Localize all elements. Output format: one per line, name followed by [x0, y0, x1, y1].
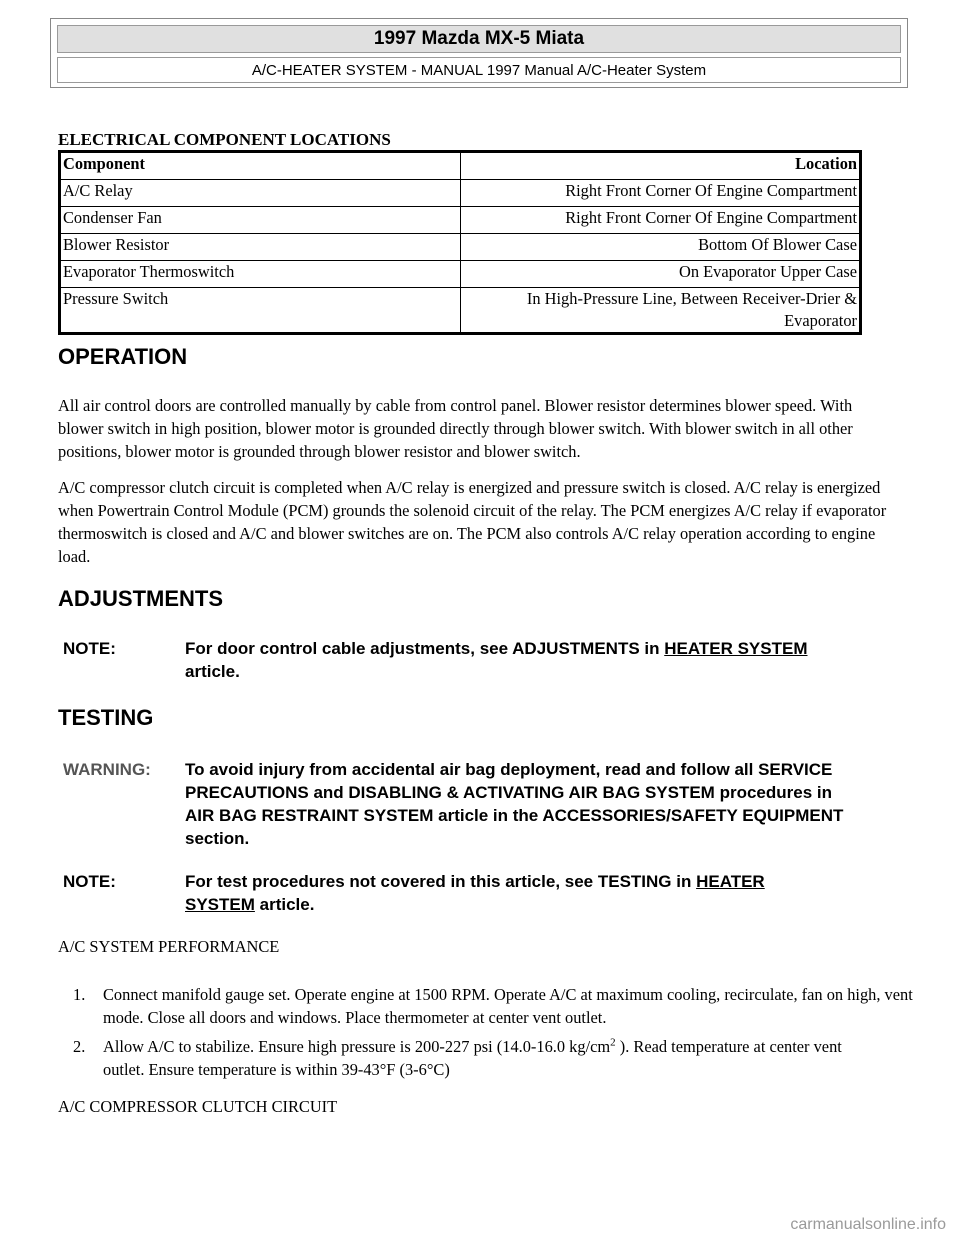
table-row: [60, 234, 861, 261]
step-text: Connect manifold gauge set. Operate engine at 1500 RPM. Operate A/C at maximum cooling, recirculate, fan on high, vent mode. Close all doors and windows. Place thermometer at center vent outlet.: [103, 985, 913, 1027]
section-title-adjustments: ADJUSTMENTS: [58, 586, 224, 611]
testing-warning: [63, 758, 865, 850]
location-line-1: In High-Pressure Line, Between Receiver-Drier &: [526, 289, 857, 308]
table-cell-location: Right Front Corner Of Engine Compartment: [461, 207, 861, 234]
step-number: 2.: [73, 1037, 86, 1056]
step-text-a: Allow A/C to stabilize. Ensure high pressure is 200-227 psi (14.0-16.0 kg/cm: [103, 1037, 611, 1056]
note-text: [185, 870, 865, 916]
warning-label: WARNING:: [63, 760, 151, 779]
table-cell-location: Right Front Corner Of Engine Compartment: [461, 180, 861, 207]
note-label: NOTE:: [63, 872, 116, 891]
header-title: 1997 Mazda MX-5 Miata: [57, 25, 901, 53]
table-header-row: [60, 152, 861, 180]
section-title-testing: TESTING: [58, 705, 154, 730]
step-text-b: ). Read temperature at center vent outlet. Ensure temperature is within 39-43°F (3-6°C): [103, 1037, 842, 1079]
note-text-post: article.: [254, 895, 315, 914]
section-title-locations: ELECTRICAL COMPONENT LOCATIONS: [58, 130, 391, 149]
column-header-component: Component: [60, 152, 461, 180]
operation-paragraph-2: A/C compressor clutch circuit is completed when A/C relay is energized and pressure switch is closed. A/C relay is energized when Powertrain Control Module (PCM) grounds the solenoid circuit of the relay. The PCM energizes A/C relay if evaporator thermoswitch is closed and A/C and blower switches are on. The PCM also controls A/C relay operation according to engine load.: [58, 478, 887, 566]
list-item: [73, 983, 915, 1029]
table-cell-location: On Evaporator Upper Case: [461, 261, 861, 288]
column-header-location: Location: [461, 152, 861, 180]
system-link[interactable]: SYSTEM: [185, 895, 255, 914]
table-cell-component: Condenser Fan: [60, 207, 461, 234]
operation-paragraph-1: All air control doors are controlled manually by cable from control panel. Blower resistor determines blower speed. With blower switch in high position, blower motor is grounded directly through blower switch. With blower switch in all other positions, blower motor is grounded through blower resistor and blower switch.: [58, 396, 853, 461]
table-row: [60, 261, 861, 288]
warning-text: To avoid injury from accidental air bag deployment, read and follow all SERVICE PRECAUTIONS and DISABLING & ACTIVATING AIR BAG SYSTEM procedures in AIR BAG RESTRAINT SYSTEM article in the ACCESSORIES/SAFETY EQUIPMENT section.: [185, 760, 844, 848]
heater-link[interactable]: HEATER: [696, 872, 765, 891]
table-cell-component: Evaporator Thermoswitch: [60, 261, 461, 288]
step-text: [103, 1035, 873, 1081]
step-text-sup: 2: [610, 1036, 616, 1049]
table-cell-location: Bottom Of Blower Case: [461, 234, 861, 261]
table-cell-location: [461, 288, 861, 334]
location-line-2: Evaporator: [784, 311, 857, 330]
step-number: 1.: [73, 985, 86, 1004]
section-title-performance: A/C SYSTEM PERFORMANCE: [58, 937, 280, 956]
note-text-pre: For door control cable adjustments, see ADJUSTMENTS in: [185, 639, 665, 658]
heater-system-link[interactable]: HEATER SYSTEM: [664, 639, 808, 658]
header-subtitle: A/C-HEATER SYSTEM - MANUAL 1997 Manual A/C-Heater System: [57, 57, 901, 83]
note-text-pre: For test procedures not covered in this article, see TESTING in: [185, 872, 697, 891]
table-cell-component: Blower Resistor: [60, 234, 461, 261]
section-title-operation: OPERATION: [58, 344, 188, 369]
page-header: [50, 18, 908, 88]
note-text: [185, 637, 865, 683]
table-row: [60, 288, 861, 334]
note-label: NOTE:: [63, 639, 116, 658]
component-location-table: [58, 150, 862, 335]
adjustments-note: [63, 637, 865, 683]
testing-note: [63, 870, 865, 916]
table-cell-component: A/C Relay: [60, 180, 461, 207]
table-row: [60, 207, 861, 234]
section-title-clutch: A/C COMPRESSOR CLUTCH CIRCUIT: [58, 1097, 338, 1116]
note-text-post: article.: [185, 662, 240, 681]
list-item: [73, 1035, 873, 1081]
table-cell-component: Pressure Switch: [60, 288, 461, 334]
table-row: [60, 180, 861, 207]
watermark: carmanualsonline.info: [790, 1216, 946, 1233]
